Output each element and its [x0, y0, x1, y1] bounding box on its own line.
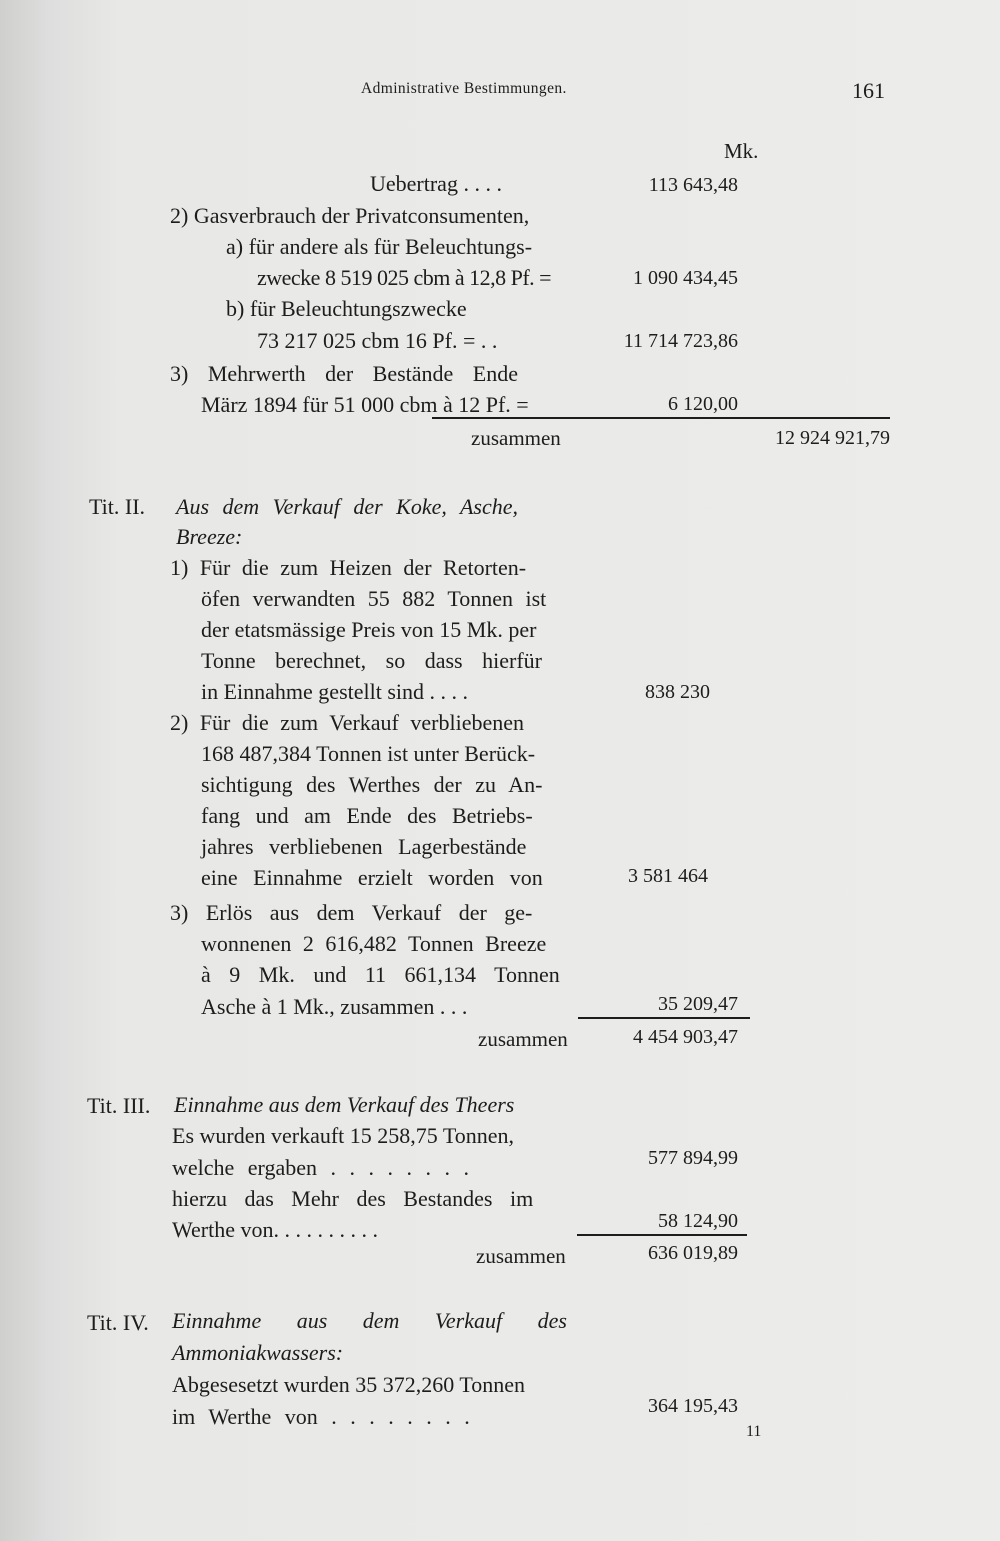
signature-mark: 11: [746, 1423, 762, 1440]
item-2a-amount: 1 090 434,45: [633, 267, 738, 289]
item-2-line-1: 2) Gasverbrauch der Privatconsumenten,: [170, 203, 530, 228]
sum-rule: [578, 1017, 750, 1019]
text-line: fang und am Ende des Betriebs-: [201, 803, 533, 828]
text-line: Abgesesetzt wurden 35 372,260 Tonnen: [172, 1372, 526, 1397]
text-line: in Einnahme gestellt sind . . . .: [201, 679, 469, 704]
uebertrag-amount: 113 643,48: [648, 174, 738, 196]
item-2b-amount: 11 714 723,86: [623, 330, 738, 352]
text-line: 1) Für die zum Heizen der Retorten-: [170, 555, 527, 580]
title-number: Tit. III.: [87, 1093, 151, 1118]
text-line: wonnenen 2 616,482 Tonnen Breeze: [201, 931, 547, 956]
section-heading: Einnahme aus dem Verkauf des: [172, 1308, 567, 1333]
section-1-total: 12 924 921,79: [775, 427, 890, 449]
uebertrag-label: Uebertrag . . . .: [370, 171, 502, 196]
text-line: 168 487,384 Tonnen ist unter Berück-: [201, 741, 536, 766]
text-line: à 9 Mk. und 11 661,134 Tonnen: [201, 962, 560, 987]
text-line: welche ergaben . . . . . . . .: [172, 1155, 470, 1180]
text-line: 2) Für die zum Verkauf verbliebenen: [170, 710, 524, 735]
currency-heading: Mk.: [724, 139, 759, 163]
section-heading: Aus dem Verkauf der Koke, Asche,: [176, 494, 519, 519]
section-2-total: 4 454 903,47: [633, 1026, 738, 1048]
item-2a-line-1: a) für andere als für Beleuchtungs-: [226, 234, 533, 259]
item-2a-line-2: zwecke 8 519 025 cbm à 12,8 Pf. =: [257, 265, 552, 290]
section-3-total: 636 019,89: [648, 1242, 738, 1264]
text-line: eine Einnahme erzielt worden von: [201, 865, 543, 890]
text-line: 3) Erlös aus dem Verkauf der ge-: [170, 900, 533, 925]
text-line: der etatsmässige Preis von 15 Mk. per: [201, 617, 537, 642]
section-1-total-label: zusammen: [471, 426, 561, 450]
amount: 577 894,99: [648, 1147, 738, 1169]
text-line: im Werthe von . . . . . . . .: [172, 1404, 470, 1429]
section-heading: Einnahme aus dem Verkauf des Theers: [174, 1092, 515, 1117]
title-number: Tit. II.: [89, 494, 146, 519]
item-3-line-1: 3) Mehrwerth der Bestände Ende: [170, 361, 519, 386]
sum-rule: [432, 417, 890, 419]
title-number: Tit. IV.: [87, 1310, 149, 1335]
item-3-line-2: März 1894 für 51 000 cbm à 12 Pf. =: [201, 392, 529, 417]
text-line: Asche à 1 Mk., zusammen . . .: [201, 994, 468, 1019]
running-title: Administrative Bestimmungen.: [361, 80, 567, 97]
text-line: jahres verbliebenen Lagerbestände: [201, 834, 527, 859]
sum-rule: [577, 1234, 747, 1236]
amount: 58 124,90: [658, 1210, 738, 1232]
page-number: 161: [852, 78, 885, 103]
amount: 364 195,43: [648, 1395, 738, 1417]
text-line: Es wurden verkauft 15 258,75 Tonnen,: [172, 1123, 515, 1148]
text-line: Tonne berechnet, so dass hierfür: [201, 648, 542, 673]
section-heading-cont: Breeze:: [176, 524, 243, 549]
text-line: hierzu das Mehr des Bestandes im: [172, 1186, 534, 1211]
section-2-total-label: zusammen: [478, 1027, 568, 1051]
text-line: Werthe von. . . . . . . . . .: [172, 1217, 378, 1242]
section-heading-cont: Ammoniakwassers:: [172, 1340, 344, 1365]
item-3-amount: 6 120,00: [668, 393, 738, 415]
section-3-total-label: zusammen: [476, 1244, 566, 1268]
text-line: öfen verwandten 55 882 Tonnen ist: [201, 586, 547, 611]
item-2b-line-2: 73 217 025 cbm 16 Pf. = . .: [257, 328, 498, 353]
amount: 838 230: [645, 681, 710, 703]
item-2b-line-1: b) für Beleuchtungszwecke: [226, 296, 467, 321]
amount: 3 581 464: [628, 865, 708, 887]
amount: 35 209,47: [658, 993, 738, 1015]
text-line: sichtigung des Werthes der zu An-: [201, 772, 543, 797]
